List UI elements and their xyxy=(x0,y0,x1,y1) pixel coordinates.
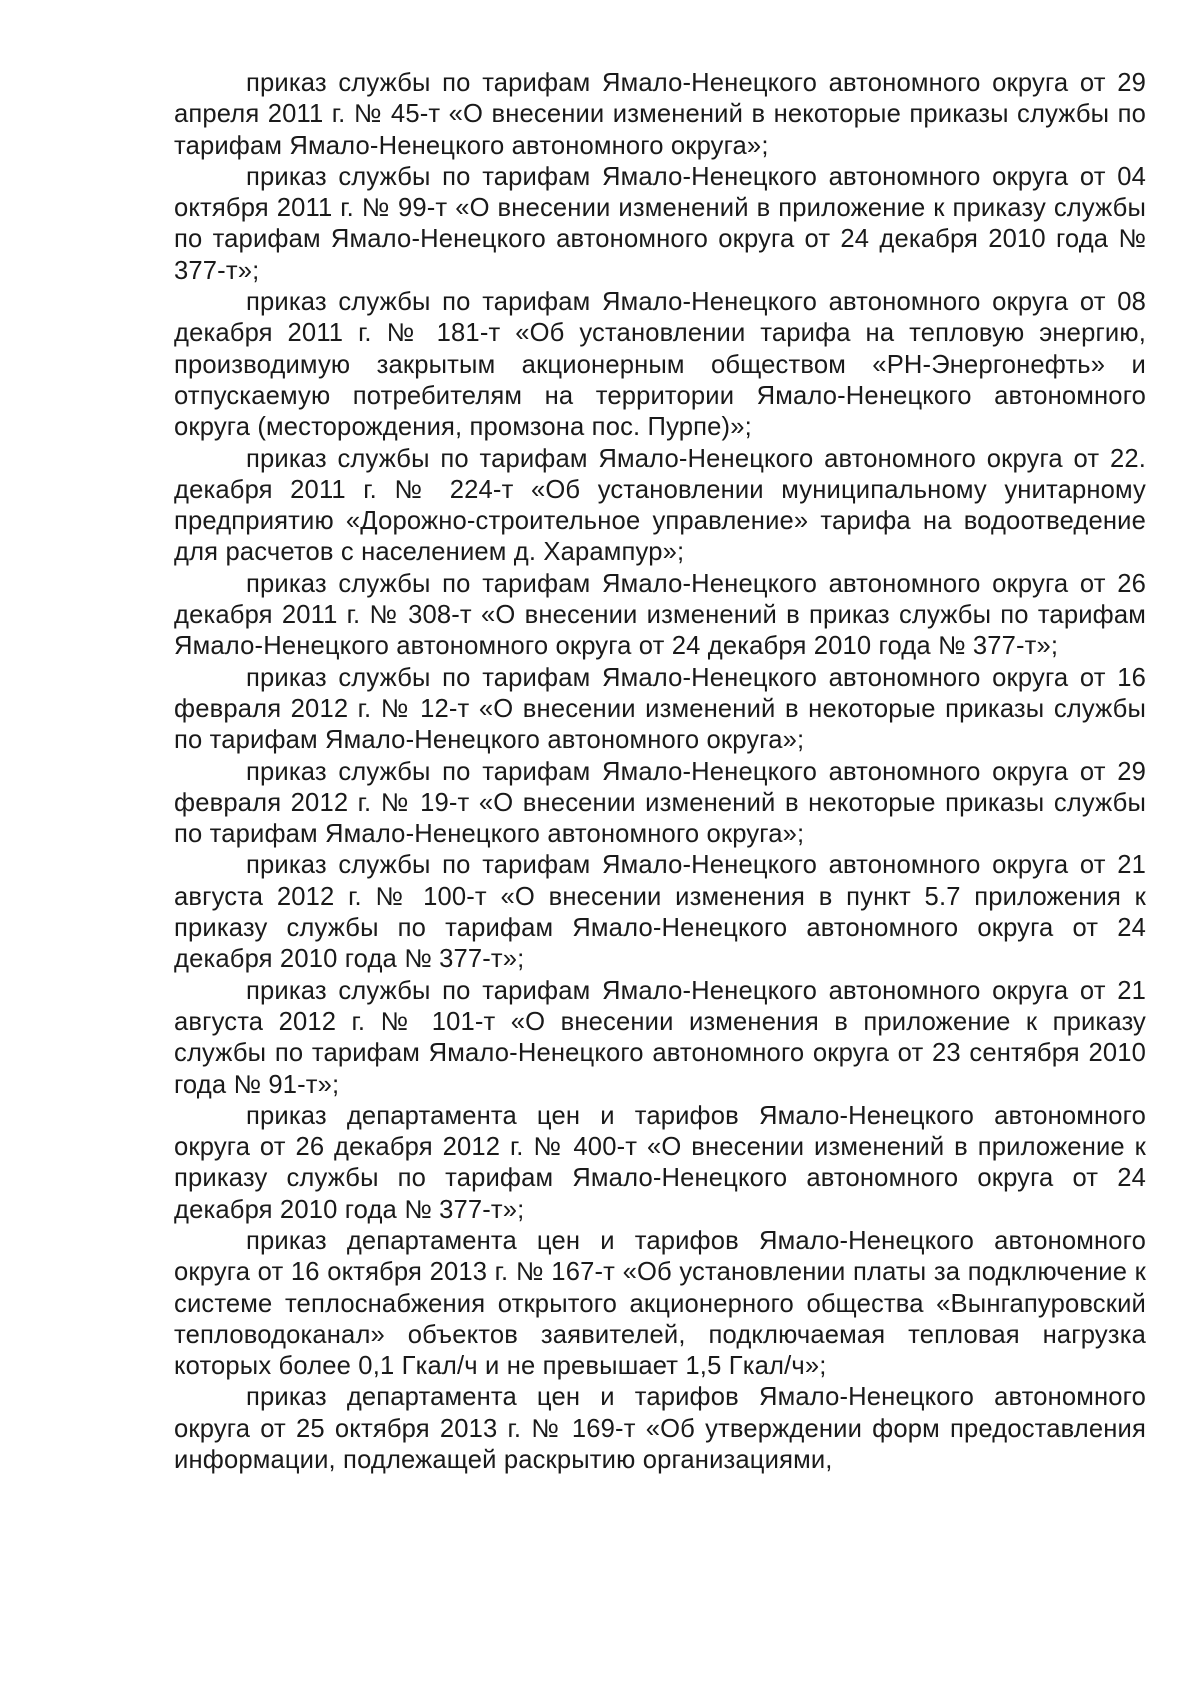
paragraph-order-181t: приказ службы по тарифам Ямало-Ненецкого автономного округа от 08 декабря 2011 г. № 181-т «Об установлении тарифа на тепловую энергию, производимую закрытым акционерным обществом «РН-Энергонефть» и отпускаемую потребителям на территории Ямало-Ненецкого автономного округа (месторождения, промзона пос. Пурпе)»; xyxy=(174,288,1146,442)
paragraph-order-167t: приказ департамента цен и тарифов Ямало-Ненецкого автономного округа от 16 октября 2013 г. № 167-т «Об установлении платы за подключение к системе теплоснабжения открытого акционерного общества «Вынгапуровский тепловодоканал» объектов заявителей, подключаемая тепловая нагрузка которых более 0,1 Гкал/ч и не превышает 1,5 Гкал/ч»; xyxy=(174,1226,1146,1381)
document-page xyxy=(174,68,1146,1476)
paragraph-order-308t: приказ службы по тарифам Ямало-Ненецкого автономного округа от 26 декабря 2011 г. № 308-т «О внесении изменений в приказ службы по тарифам Ямало-Ненецкого автономного округа от 24 декабря 2010 года № 377-т»; xyxy=(174,569,1146,661)
paragraph-order-400t: приказ департамента цен и тарифов Ямало-Ненецкого автономного округа от 26 декабря 2012 г. № 400-т «О внесении изменений в приложение к приказу службы по тарифам Ямало-Ненецкого автономного округа от 24 декабря 2010 года № 377-т»; xyxy=(174,1101,1146,1224)
paragraph-order-99t: приказ службы по тарифам Ямало-Ненецкого автономного округа от 04 октября 2011 г. № 99-т «О внесении изменений в приложение к приказу службы по тарифам Ямало-Ненецкого автономного округа от 24 декабря 2010 года № 377-т»; xyxy=(174,162,1146,285)
paragraph-order-45t: приказ службы по тарифам Ямало-Ненецкого автономного округа от 29 апреля 2011 г. № 45-т «О внесении изменений в некоторые приказы службы по тарифам Ямало-Ненецкого автономного округа»; xyxy=(174,69,1146,160)
paragraph-order-12t: приказ службы по тарифам Ямало-Ненецкого автономного округа от 16 февраля 2012 г. № 12-т «О внесении изменений в некоторые приказы службы по тарифам Ямало-Ненецкого автономного округа»; xyxy=(174,663,1146,755)
paragraph-order-100t: приказ службы по тарифам Ямало-Ненецкого автономного округа от 21 августа 2012 г. № 100-т «О внесении изменения в пункт 5.7 приложения к приказу службы по тарифам Ямало-Ненецкого автономного округа от 24 декабря 2010 года № 377-т»; xyxy=(174,851,1146,974)
paragraph-order-169t: приказ департамента цен и тарифов Ямало-Ненецкого автономного округа от 25 октября 2013 г. № 169-т «Об утверждении форм предоставления информации, подлежащей раскрытию организациями, xyxy=(174,1383,1146,1475)
paragraph-order-101t: приказ службы по тарифам Ямало-Ненецкого автономного округа от 21 августа 2012 г. № 101-т «О внесении изменения в приложение к приказу службы по тарифам Ямало-Ненецкого автономного округа от 23 сентября 2010 года № 91-т»; xyxy=(174,976,1146,1099)
paragraph-order-224t: приказ службы по тарифам Ямало-Ненецкого автономного округа от 22. декабря 2011 г. № 224-т «Об установлении муниципальному унитарному предприятию «Дорожно-строительное управление» тарифа на водоотведение для расчетов с населением д. Харампур»; xyxy=(174,444,1146,567)
paragraph-order-19t: приказ службы по тарифам Ямало-Ненецкого автономного округа от 29 февраля 2012 г. № 19-т «О внесении изменений в некоторые приказы службы по тарифам Ямало-Ненецкого автономного округа»; xyxy=(174,757,1146,849)
